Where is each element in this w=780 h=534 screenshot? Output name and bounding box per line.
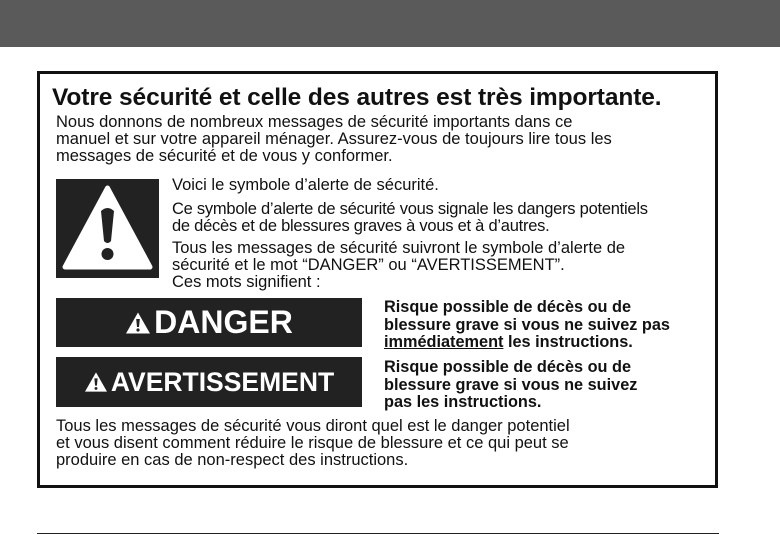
warning-triangle-icon: [125, 311, 151, 335]
outro-line: et vous disent comment réduire le risque de blessure et ce qui peut se: [56, 434, 569, 452]
symbol-intro-text: [172, 177, 712, 194]
intro-line: messages de sécurité et de vous y conformer.: [56, 147, 393, 165]
intro-line: Nous donnons de nombreux messages de sécurité importants dans ce: [56, 113, 573, 131]
warning-line: Risque possible de décès ou de: [384, 358, 632, 376]
warning-line: blessure grave si vous ne suivez: [384, 375, 638, 394]
danger-badge: [56, 298, 362, 347]
danger-emphasis: immédiatement: [384, 333, 504, 351]
symbol-line: Ces mots signifient :: [172, 273, 321, 291]
header-bar: [0, 0, 780, 47]
warning-line: pas les instructions.: [384, 393, 542, 411]
symbol-line: Ce symbole d’alerte de sécurité vous signale les dangers potentiels: [172, 200, 648, 218]
danger-description: [384, 299, 714, 352]
outro-line: produire en cas de non-respect des instructions.: [56, 451, 409, 469]
danger-line: blessure grave si vous ne suivez pas: [384, 315, 670, 334]
intro-paragraph: [56, 114, 716, 165]
symbol-line: sécurité et le mot “DANGER” ou “AVERTISSEMENT”.: [172, 256, 565, 274]
warning-description: [384, 359, 714, 412]
safety-alert-triangle-icon: [56, 179, 159, 278]
symbol-meaning-text: [172, 201, 712, 235]
symbol-line: Tous les messages de sécurité suivront le symbole d’alerte de: [172, 239, 626, 257]
danger-line: Risque possible de décès ou de: [384, 298, 632, 316]
outro-paragraph: [56, 418, 716, 469]
symbol-line: de décès et de blessures graves à vous et à d’autres.: [172, 217, 550, 235]
signal-words-text: [172, 240, 712, 291]
danger-line: les instructions.: [503, 333, 633, 351]
danger-label: DANGER: [154, 304, 293, 340]
warning-label: AVERTISSEMENT: [110, 366, 335, 397]
symbol-line: Voici le symbole d’alerte de sécurité.: [172, 176, 439, 194]
safety-notice-box: [37, 71, 718, 488]
safety-title: Votre sécurité et celle des autres est très importante.: [52, 84, 662, 111]
intro-line: manuel et sur votre appareil ménager. Assurez-vous de toujours lire tous les: [56, 130, 612, 148]
outro-line: Tous les messages de sécurité vous diront quel est le danger potentiel: [56, 417, 570, 435]
warning-triangle-icon: [84, 371, 108, 393]
warning-badge: [56, 357, 362, 407]
